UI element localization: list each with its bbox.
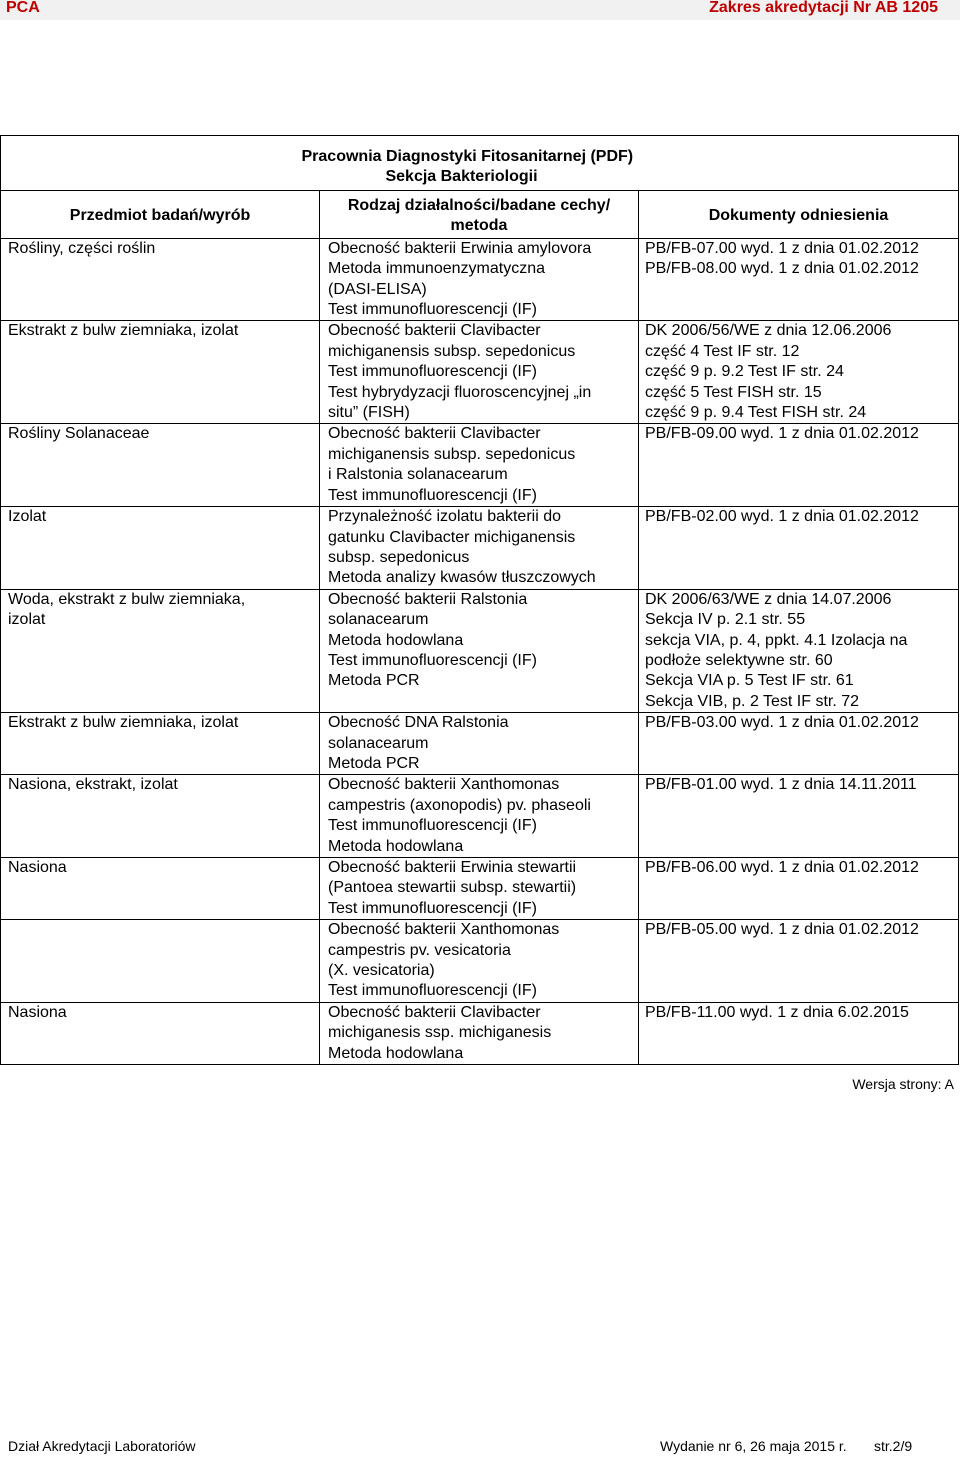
table-row <box>1 858 959 920</box>
column-header-documents: Dokumenty odniesienia <box>639 190 959 238</box>
section-title-line2: Sekcja Bakteriologii <box>385 168 538 186</box>
subject-cell: Woda, ekstrakt z bulw ziemniaka, izolat <box>1 589 320 712</box>
subject-cell: Rośliny Solanaceae <box>1 424 320 507</box>
subject-cell: Rośliny, części roślin <box>1 238 320 321</box>
documents-cell: DK 2006/63/WE z dnia 14.07.2006 Sekcja IV p. 2.1 str. 55 sekcja VIA, p. 4, ppkt. 4.1 Izolacja na podłoże selektywne str. 60 Sekcja VIA p. 5 Test IF str. 61 Sekcja VIB, p. 2 Test IF str. 72 <box>639 589 959 712</box>
footer-department: Dział Akredytacji Laboratoriów <box>8 1438 196 1454</box>
activity-cell: Obecność bakterii Erwinia amylovora Metoda immunoenzymatyczna (DASI-ELISA) Test immunofluorescencji (IF) <box>320 238 639 321</box>
table-row <box>1 920 959 1003</box>
documents-cell: PB/FB-07.00 wyd. 1 z dnia 01.02.2012 PB/FB-08.00 wyd. 1 z dnia 01.02.2012 <box>639 238 959 321</box>
column-header-row <box>1 190 959 238</box>
page-header <box>0 0 960 20</box>
accreditation-table <box>0 135 959 1065</box>
column-header-subject: Przedmiot badań/wyrób <box>1 190 320 238</box>
activity-cell: Obecność bakterii Ralstonia solanacearum Metoda hodowlana Test immunofluorescencji (IF) Metoda PCR <box>320 589 639 712</box>
activity-cell: Obecność bakterii Clavibacter michiganensis subsp. sepedonicus i Ralstonia solanacearum Test immunofluorescencji (IF) <box>320 424 639 507</box>
activity-cell: Obecność bakterii Clavibacter michiganesis ssp. michiganesis Metoda hodowlana <box>320 1002 639 1064</box>
header-right-text: Zakres akredytacji Nr AB 1205 <box>709 0 938 16</box>
subject-cell: Nasiona <box>1 1002 320 1064</box>
table-row <box>1 424 959 507</box>
footer-page-number: str.2/9 <box>874 1438 913 1454</box>
table-title-row <box>1 136 959 191</box>
activity-cell: Obecność bakterii Xanthomonas campestris (axonopodis) pv. phaseoli Test immunofluorescencji (IF) Metoda hodowlana <box>320 775 639 858</box>
column-header-activity: Rodzaj działalności/badane cechy/ metoda <box>320 190 639 238</box>
footer-edition: Wydanie nr 6, 26 maja 2015 r. <box>660 1438 847 1454</box>
subject-cell: Nasiona, ekstrakt, izolat <box>1 775 320 858</box>
subject-cell: Izolat <box>1 507 320 590</box>
table-row <box>1 1002 959 1064</box>
documents-cell: PB/FB-02.00 wyd. 1 z dnia 01.02.2012 <box>639 507 959 590</box>
documents-cell: PB/FB-09.00 wyd. 1 z dnia 01.02.2012 <box>639 424 959 507</box>
page-version: Wersja strony: A <box>852 1076 954 1092</box>
section-title-line1: Pracownia Diagnostyki Fitosanitarnej (PDF) <box>301 148 634 165</box>
activity-cell: Obecność bakterii Clavibacter michiganensis subsp. sepedonicus Test immunofluorescencji (IF) Test hybrydyzacji fluoroscencyjnej „in situ” (FISH) <box>320 321 639 424</box>
table-row <box>1 507 959 590</box>
documents-cell: DK 2006/56/WE z dnia 12.06.2006 część 4 Test IF str. 12 część 9 p. 9.2 Test IF str. 24 część 5 Test FISH str. 15 część 9 p. 9.4 Test FISH str. 24 <box>639 321 959 424</box>
activity-cell: Obecność bakterii Xanthomonas campestris pv. vesicatoria (X. vesicatoria) Test immunofluorescencji (IF) <box>320 920 639 1003</box>
activity-cell: Obecność bakterii Erwinia stewartii (Pantoea stewartii subsp. stewartii) Test immunofluorescencji (IF) <box>320 858 639 920</box>
subject-cell: Nasiona <box>1 858 320 920</box>
table-row <box>1 321 959 424</box>
header-left-text: PCA <box>6 0 40 16</box>
table-row <box>1 589 959 712</box>
activity-cell: Obecność DNA Ralstonia solanacearum Metoda PCR <box>320 713 639 775</box>
subject-cell: Ekstrakt z bulw ziemniaka, izolat <box>1 321 320 424</box>
documents-cell: PB/FB-01.00 wyd. 1 z dnia 14.11.2011 <box>639 775 959 858</box>
table-row <box>1 775 959 858</box>
activity-cell: Przynależność izolatu bakterii do gatunku Clavibacter michiganensis subsp. sepedonicus Metoda analizy kwasów tłuszczowych <box>320 507 639 590</box>
table-row <box>1 713 959 775</box>
documents-cell: PB/FB-05.00 wyd. 1 z dnia 01.02.2012 <box>639 920 959 1003</box>
documents-cell: PB/FB-03.00 wyd. 1 z dnia 01.02.2012 <box>639 713 959 775</box>
section-title-cell <box>301 136 959 191</box>
documents-cell: PB/FB-06.00 wyd. 1 z dnia 01.02.2012 <box>639 858 959 920</box>
table-row <box>1 238 959 321</box>
subject-cell <box>1 920 320 1003</box>
subject-cell: Ekstrakt z bulw ziemniaka, izolat <box>1 713 320 775</box>
documents-cell: PB/FB-11.00 wyd. 1 z dnia 6.02.2015 <box>639 1002 959 1064</box>
